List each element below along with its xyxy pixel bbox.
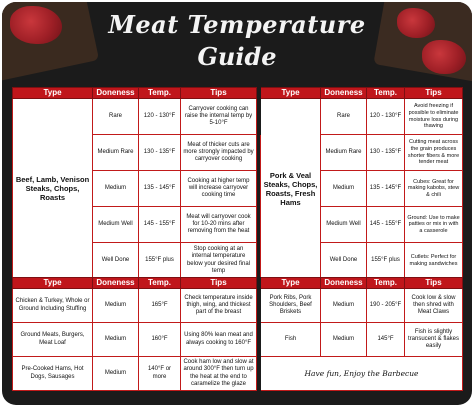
- temp-cell: 120 - 130°F: [367, 99, 405, 135]
- doneness-cell: Rare: [93, 99, 139, 135]
- tip-cell: Carryover cooking can raise the internal temp by 5-10°F: [181, 99, 257, 135]
- table-row: [13, 99, 463, 135]
- header-tips: Tips: [405, 278, 463, 289]
- tip-cell: Fish is slightly transucent & flakes easily: [405, 323, 463, 357]
- tip-cell: Cutlets: Perfect for making sandwiches: [405, 243, 463, 279]
- header-tips: Tips: [405, 88, 463, 99]
- temp-cell: 155°F plus: [367, 243, 405, 279]
- header-type: Type: [261, 88, 321, 99]
- doneness-cell: Medium: [93, 289, 139, 323]
- temp-cell: 145 - 155°F: [367, 207, 405, 243]
- type-cell: Pork Ribs, Pork Shoulders, Beef Briskets: [261, 289, 321, 323]
- temp-cell: 135 - 145°F: [139, 171, 181, 207]
- tip-cell: Cooking at higher temp will increase carryover cooking time: [181, 171, 257, 207]
- doneness-cell: Well Done: [93, 243, 139, 279]
- header-tips: Tips: [181, 88, 257, 99]
- title-line-2: Guide: [197, 42, 277, 71]
- header-type: Type: [13, 88, 93, 99]
- tip-cell: Cook ham low and slow at around 300°F then turn up the heat at the end to caramelize the glaze: [181, 357, 257, 391]
- header-temp: Temp.: [367, 88, 405, 99]
- tip-cell: Meat will carryover cook for 10-20 mins after removing from the heat: [181, 207, 257, 243]
- doneness-cell: Medium Rare: [93, 135, 139, 171]
- header-temp: Temp.: [139, 278, 181, 289]
- header-row: [13, 88, 463, 99]
- tip-cell: Check temperature inside thigh, wing, and thickest part of the breast: [181, 289, 257, 323]
- tip-cell: Cook low & slow then shred with Meat Claws: [405, 289, 463, 323]
- tip-cell: Ground: Use to make patties or mix in with a casserole: [405, 207, 463, 243]
- temp-cell: 145°F: [367, 323, 405, 357]
- type-cell: Pork & Veal Steaks, Chops, Roasts, Fresh Hams: [261, 99, 321, 279]
- header-type: Type: [13, 278, 93, 289]
- temp-cell: 130 - 135°F: [139, 135, 181, 171]
- doneness-cell: Medium: [93, 171, 139, 207]
- temp-cell: 155°F plus: [139, 243, 181, 279]
- type-cell: Ground Meats, Burgers, Meat Loaf: [13, 323, 93, 357]
- doneness-cell: Medium Rare: [321, 135, 367, 171]
- header-temp: Temp.: [367, 278, 405, 289]
- doneness-cell: Medium Well: [93, 207, 139, 243]
- closing-message: Have fun, Enjoy the Barbecue: [261, 357, 463, 391]
- temp-cell: 120 - 130°F: [139, 99, 181, 135]
- doneness-cell: Medium: [321, 323, 367, 357]
- tip-cell: Cubes: Great for making kabobs, stew & chili: [405, 171, 463, 207]
- table-row: [13, 289, 463, 323]
- temperature-table-bottom: [12, 277, 463, 391]
- doneness-cell: Medium: [321, 171, 367, 207]
- type-cell: Fish: [261, 323, 321, 357]
- doneness-cell: Medium: [93, 357, 139, 391]
- doneness-cell: Rare: [321, 99, 367, 135]
- table-row: [13, 357, 463, 391]
- tip-cell: Avoid freezing if possible to eliminate moisture loss during thawing: [405, 99, 463, 135]
- temp-cell: 190 - 205°F: [367, 289, 405, 323]
- temp-cell: 140°F or more: [139, 357, 181, 391]
- guide-mat: [2, 2, 472, 405]
- tip-cell: Using 80% lean meat and always cooking to 160°F: [181, 323, 257, 357]
- header-doneness: Doneness: [93, 88, 139, 99]
- temp-cell: 145 - 155°F: [139, 207, 181, 243]
- header-type: Type: [261, 278, 321, 289]
- tip-cell: Cutting meat across the grain produces shorter fibers & more tender meat: [405, 135, 463, 171]
- tip-cell: Stop cooking at an internal temperature below your desired final temp: [181, 243, 257, 279]
- header-doneness: Doneness: [93, 278, 139, 289]
- type-cell: Beef, Lamb, Venison Steaks, Chops, Roasts: [13, 99, 93, 279]
- temp-cell: 135 - 145°F: [367, 171, 405, 207]
- type-cell: Pre-Cooked Hams, Hot Dogs, Sausages: [13, 357, 93, 391]
- header-doneness: Doneness: [321, 278, 367, 289]
- header-temp: Temp.: [139, 88, 181, 99]
- temp-cell: 130 - 135°F: [367, 135, 405, 171]
- doneness-cell: Medium: [321, 289, 367, 323]
- table-row: [13, 323, 463, 357]
- header-doneness: Doneness: [321, 88, 367, 99]
- doneness-cell: Medium: [93, 323, 139, 357]
- tip-cell: Meat of thicker cuts are more strongly impacted by carryover cooking: [181, 135, 257, 171]
- temp-cell: 160°F: [139, 323, 181, 357]
- header-row: [13, 278, 463, 289]
- type-cell: Chicken & Turkey, Whole or Ground Including Stuffing: [13, 289, 93, 323]
- doneness-cell: Well Done: [321, 243, 367, 279]
- temp-cell: 165°F: [139, 289, 181, 323]
- temperature-table-top: [12, 87, 463, 279]
- title-line-1: Meat Temperature: [108, 10, 366, 39]
- doneness-cell: Medium Well: [321, 207, 367, 243]
- header-tips: Tips: [181, 278, 257, 289]
